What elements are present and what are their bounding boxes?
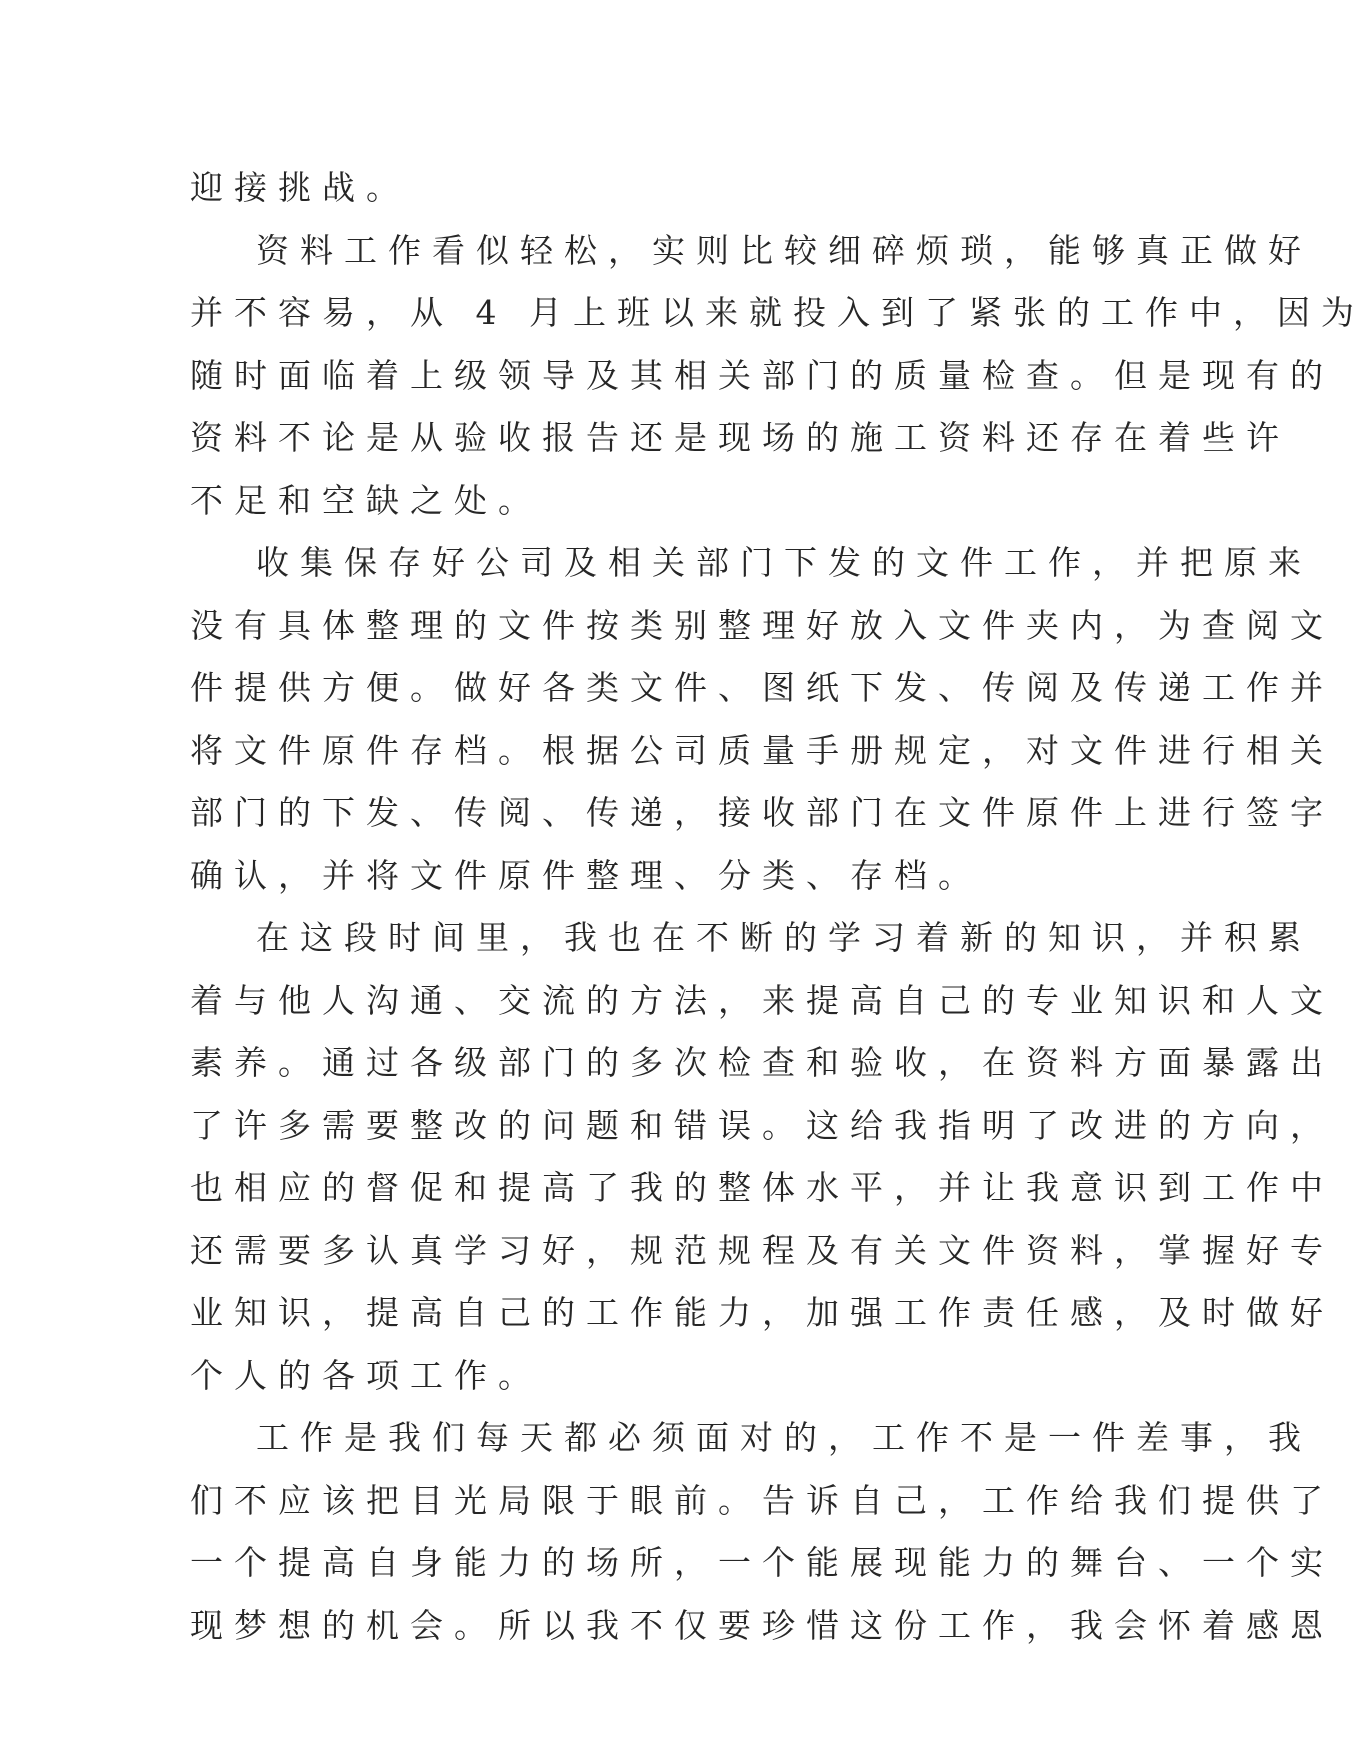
text-line: 业知识，提高自己的工作能力，加强工作责任感，及时做好 [190,1293,1334,1332]
text-line: 部门的下发、传阅、传递，接收部门在文件原件上进行签字 [190,793,1334,832]
text-line: 随时面临着上级领导及其相关部门的质量检查。但是现有的 [190,355,1334,395]
text-line: 们不应该把目光局限于眼前。告诉自己，工作给我们提供了 [190,1480,1334,1520]
text-line: 并不容易，从 4 月上班以来就投入到了紧张的工作中，因为 [190,293,1365,332]
text-line: 没有具体整理的文件按类别整理好放入文件夹内，为查阅文 [190,605,1334,645]
text-line: 着与他人沟通、交流的方法，来提高自己的专业知识和人文 [190,980,1334,1020]
text-line: 个人的各项工作。 [190,1355,542,1395]
text-line: 将文件原件存档。根据公司质量手册规定，对文件进行相关 [190,730,1334,770]
text-line: 不足和空缺之处。 [190,480,542,520]
text-line: 现梦想的机会。所以我不仅要珍惜这份工作，我会怀着感恩 [190,1605,1334,1645]
text-line: 收集保存好公司及相关部门下发的文件工作，并把原来 [256,543,1312,582]
body-text [190,157,1365,1657]
text-line: 工作是我们每天都必须面对的，工作不是一件差事，我 [256,1418,1312,1457]
text-line: 件提供方便。做好各类文件、图纸下发、传阅及传递工作并 [190,668,1334,707]
text-line: 素养。通过各级部门的多次检查和验收，在资料方面暴露出 [190,1043,1334,1082]
text-line: 迎接挑战。 [190,168,410,207]
text-line: 在这段时间里，我也在不断的学习着新的知识，并积累 [256,918,1312,957]
text-line: 也相应的督促和提高了我的整体水平，并让我意识到工作中 [190,1168,1334,1207]
text-line: 确认，并将文件原件整理、分类、存档。 [190,855,982,895]
text-line: 资料工作看似轻松，实则比较细碎烦琐，能够真正做好 [256,230,1312,270]
text-line: 资料不论是从验收报告还是现场的施工资料还存在着些许 [190,418,1290,457]
text-line: 还需要多认真学习好，规范规程及有关文件资料，掌握好专 [190,1230,1334,1270]
text-line: 了许多需要整改的问题和错误。这给我指明了改进的方向， [190,1105,1334,1145]
text-line: 一个提高自身能力的场所，一个能展现能力的舞台、一个实 [190,1543,1334,1582]
